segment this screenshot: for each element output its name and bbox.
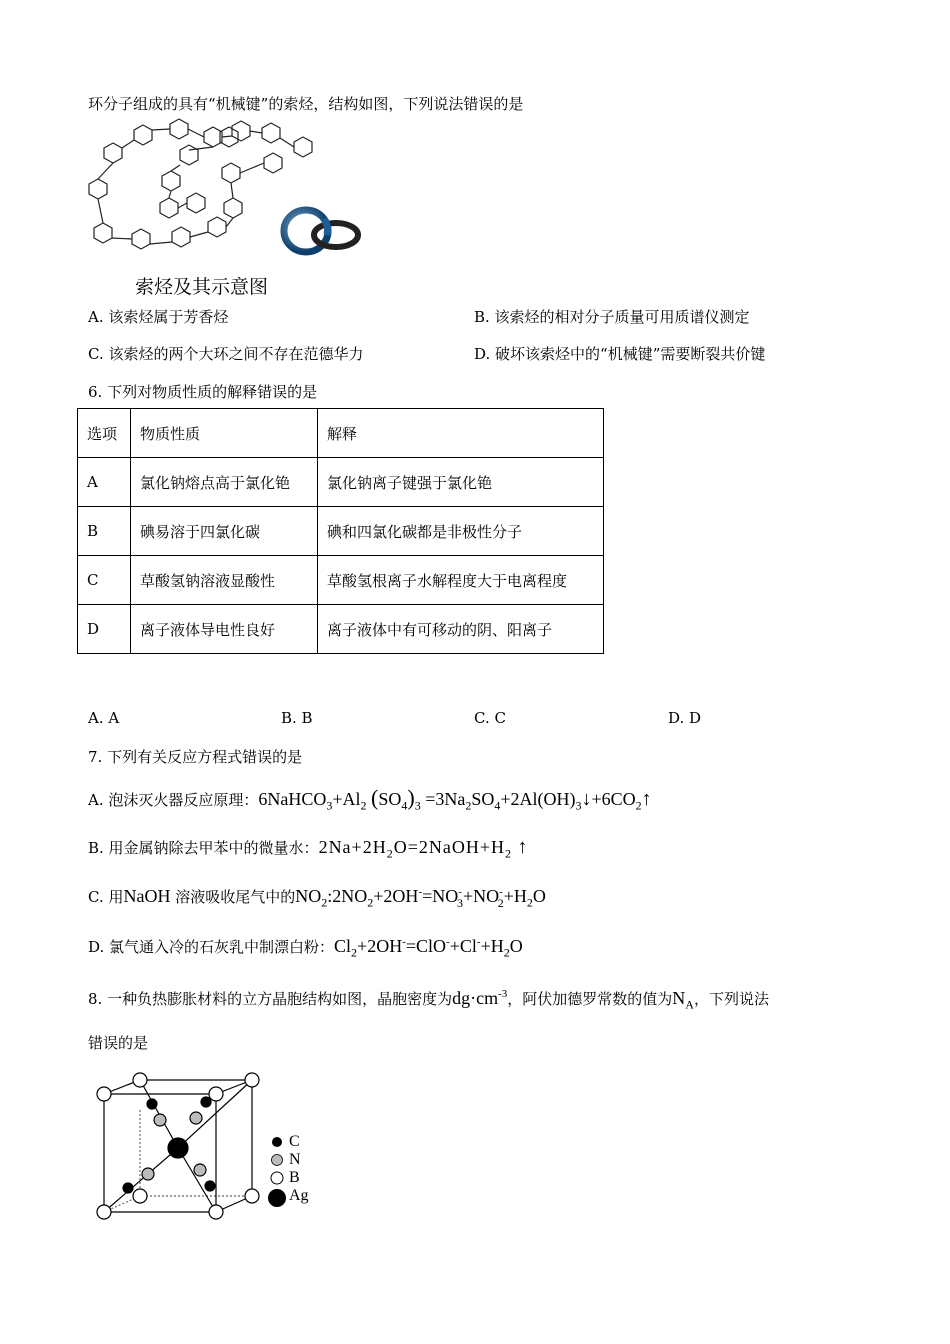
table-header-row — [78, 409, 604, 458]
q8-stem-part2: ，阿伏加德罗常数的值为 — [507, 990, 673, 1008]
q7-equation-a: $6NaHCO_3+Al_2$ $(SO_4)_3$ $=3Na_2SO_4+2Al(OH)_3↓+6CO_2↑$ — [258, 785, 652, 813]
row-option: C — [78, 556, 131, 605]
q7-option-d — [88, 936, 523, 961]
legend-label-c: C — [289, 1133, 300, 1150]
table-row — [78, 458, 604, 507]
q5-stem: 环分子组成的具有“机械键”的索烃，结构如图，下列说法错误的是 — [88, 95, 524, 113]
q6-option-c: C. C — [474, 709, 506, 727]
q7-formula-naoh: NaOH — [123, 886, 171, 906]
q5-option-d: D. 破坏该索烃中的“机械键”需要断裂共价键 — [474, 345, 766, 363]
q7-option-a-text: A. 泡沫灭火器反应原理： — [88, 791, 259, 809]
row-option: B — [78, 507, 131, 556]
q7-option-b-text: B. 用金属钠除去甲苯中的微量水： — [88, 839, 319, 857]
row-option: D — [78, 605, 131, 654]
unit-cell-diagram — [92, 1068, 262, 1228]
row-explanation: 草酸氢根离子水解程度大于电离程度 — [318, 556, 604, 605]
q6-stem: 6. 下列对物质性质的解释错误的是 — [88, 383, 318, 401]
row-explanation: 离子液体中有可移动的阴、阳离子 — [318, 605, 604, 654]
row-explanation: 氯化钠离子键强于氯化铯 — [318, 458, 604, 507]
q5-option-a: A. 该索烃属于芳香烃 — [88, 308, 229, 326]
row-property: 草酸氢钠溶液显酸性 — [131, 556, 318, 605]
table-row — [78, 507, 604, 556]
q8-stem — [88, 988, 769, 1013]
q7-option-c-text2: 溶液吸收尾气中的 — [175, 888, 296, 906]
header-option: 选项 — [78, 409, 131, 458]
q6-option-b: B. B — [281, 709, 313, 727]
row-option: A — [78, 458, 131, 507]
q7-equation-c: $NO_2:2NO_2+2OH^-=NO^-_3+NO^-_2+H_2O$ — [295, 886, 546, 910]
q6-option-d: D. D — [668, 709, 702, 727]
q8-avogadro-symbol: $N_A$ — [672, 988, 694, 1012]
q7-option-a — [88, 785, 652, 814]
q7-option-b — [88, 836, 529, 862]
row-property: 离子液体导电性良好 — [131, 605, 318, 654]
q7-option-c-text: C. 用 — [88, 888, 124, 906]
q7-equation-d: $Cl_2+2OH^-=ClO^-+Cl^-+H_2O$ — [334, 936, 523, 960]
q7-stem: 7. 下列有关反应方程式错误的是 — [88, 748, 303, 766]
row-explanation: 碘和四氯化碳都是非极性分子 — [318, 507, 604, 556]
q8-density-unit: $dg\cdot cm^{-3}$ — [452, 988, 508, 1008]
header-property: 物质性质 — [131, 409, 318, 458]
table-row — [78, 605, 604, 654]
q8-stem-line2: 错误的是 — [88, 1034, 149, 1052]
q7-equation-b: $2Na+2H_2O=2NaOH+H_2$ ↑ — [318, 836, 529, 861]
q5-option-b: B. 该索烃的相对分子质量可用质谱仪测定 — [474, 308, 750, 326]
q5-option-c: C. 该索烃的两个大环之间不存在范德华力 — [88, 345, 364, 363]
q8-stem-part1: 8. 一种负热膨胀材料的立方晶胞结构如图，晶胞密度为 — [88, 990, 453, 1008]
header-explanation: 解释 — [318, 409, 604, 458]
row-property: 碘易溶于四氯化碳 — [131, 507, 318, 556]
q7-option-d-text: D. 氯气通入冷的石灰乳中制漂白粉： — [88, 938, 335, 956]
legend-label-ag: Ag — [289, 1187, 309, 1204]
interlocked-rings-icon — [280, 205, 365, 257]
q5-figure-caption: 索烃及其示意图 — [135, 276, 269, 298]
legend-label-b: B — [289, 1169, 300, 1186]
row-property: 氯化钠熔点高于氯化铯 — [131, 458, 318, 507]
q6-property-table — [77, 408, 604, 654]
q7-option-c — [88, 886, 546, 911]
q8-stem-part3: ，下列说法 — [693, 990, 769, 1008]
q6-option-a: A. A — [88, 709, 120, 727]
legend-label-n: N — [289, 1151, 301, 1168]
table-row — [78, 556, 604, 605]
